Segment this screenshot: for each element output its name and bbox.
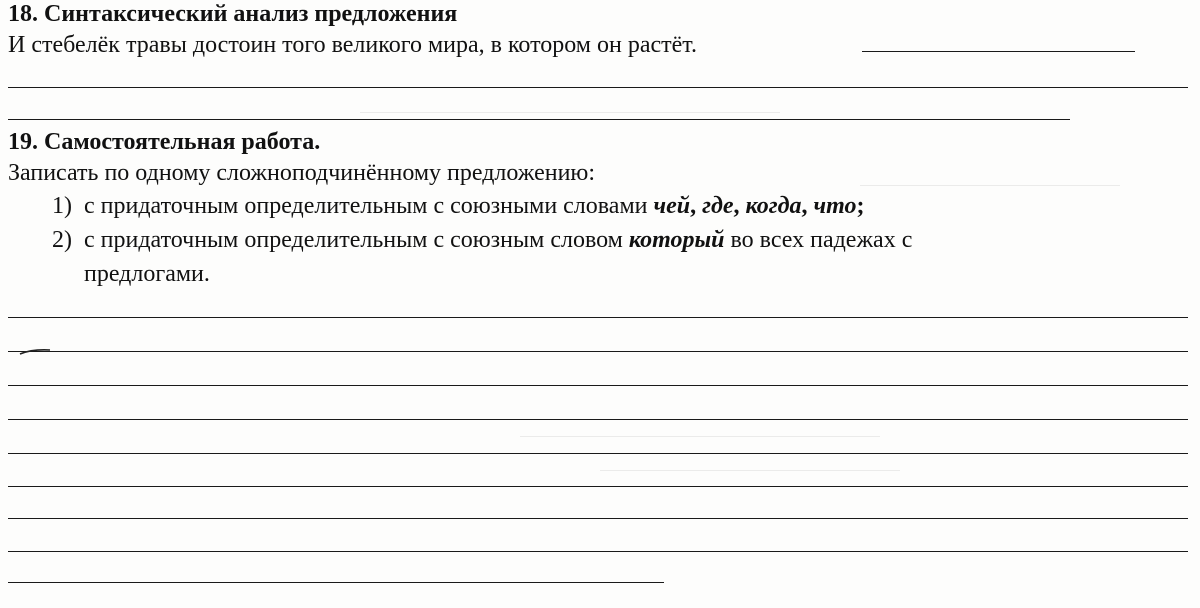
list-number: 2) [52, 227, 72, 253]
task-19-instruction: Записать по одному сложноподчинённому предложению: [8, 160, 596, 186]
answer-line[interactable] [8, 419, 1188, 420]
list-item-text: с придаточным определительным с союзными словами чей, где, когда, что; [84, 193, 865, 219]
list-item-2-continuation: предлогами. [84, 261, 210, 287]
answer-line[interactable] [8, 317, 1188, 318]
answer-line[interactable] [8, 453, 1188, 454]
answer-line[interactable] [8, 582, 664, 583]
pen-mark [18, 346, 52, 356]
bleed-mark [600, 470, 900, 471]
answer-line[interactable] [8, 351, 1188, 352]
bleed-mark [860, 185, 1120, 186]
bleed-mark [520, 436, 880, 437]
bleed-mark [360, 112, 780, 113]
task-19-heading: 19. Самостоятельная работа. [8, 129, 321, 155]
task-18-sentence: И стебелёк травы достоин того великого мира, в котором он растёт. [8, 32, 697, 58]
answer-line[interactable] [8, 486, 1188, 487]
answer-line[interactable] [8, 119, 1070, 120]
answer-line[interactable] [8, 518, 1188, 519]
list-number: 1) [52, 193, 72, 219]
answer-line[interactable] [8, 87, 1188, 88]
task-18-heading: 18. Синтаксический анализ предложения [8, 1, 458, 27]
answer-line[interactable] [8, 385, 1188, 386]
answer-line[interactable] [862, 51, 1135, 52]
list-item-text: с придаточным определительным с союзным словом который во всех падежах с [84, 227, 913, 253]
answer-line[interactable] [8, 551, 1188, 552]
